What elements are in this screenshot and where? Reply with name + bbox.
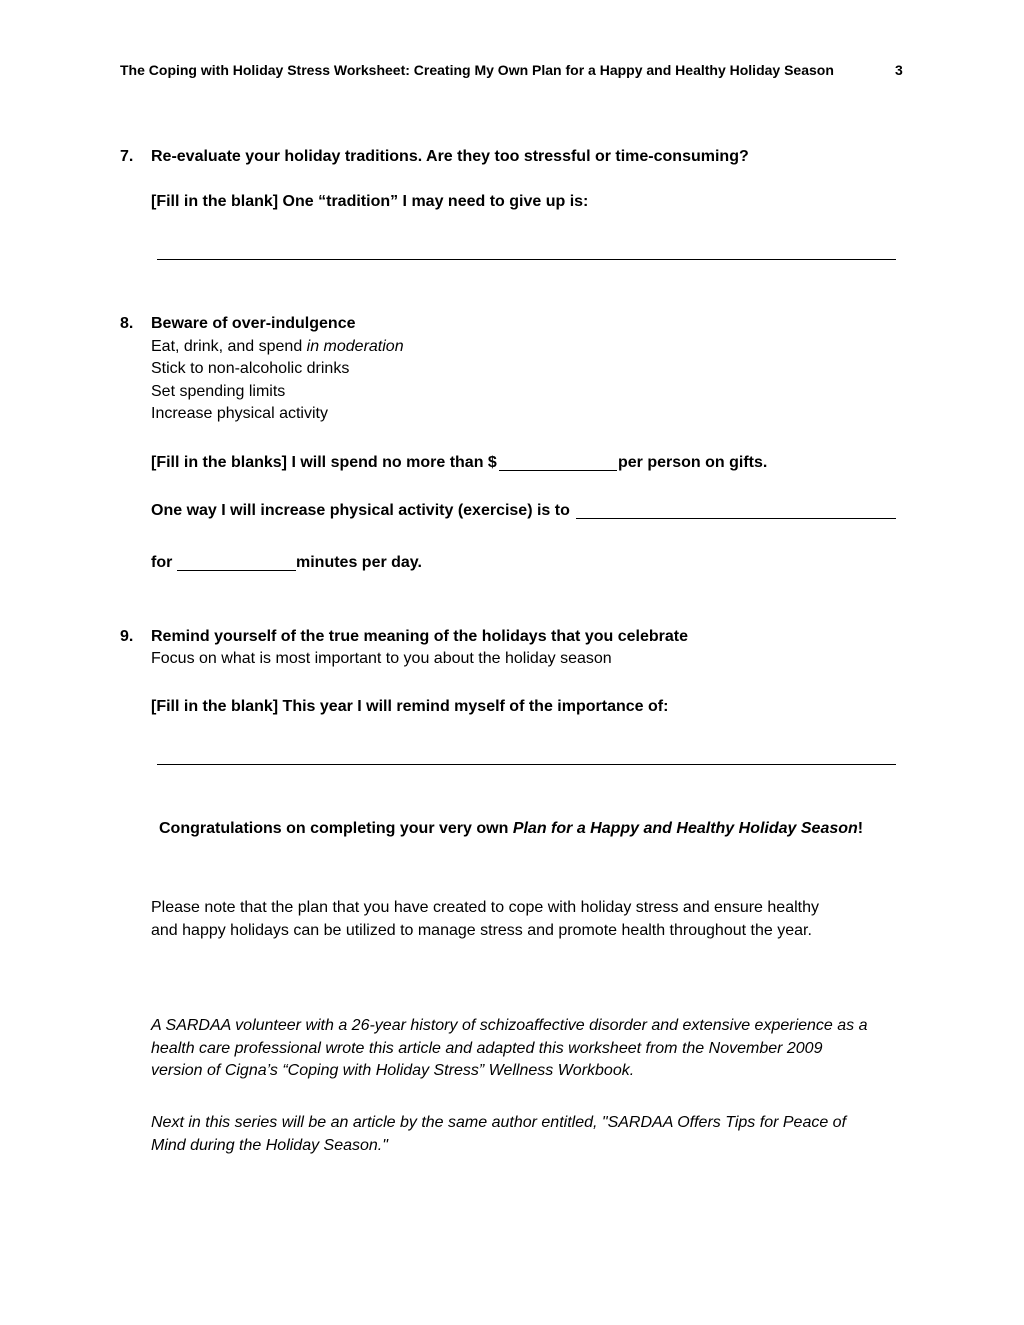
- item-8-line-1-italic: in moderation: [306, 338, 404, 355]
- item-8-heading: Beware of over-indulgence: [151, 315, 356, 332]
- minutes-prompt-suffix: minutes per day.: [296, 554, 422, 571]
- item-7-number: 7.: [120, 148, 134, 165]
- credit-line-2: health care professional wrote this article and adapted this worksheet from the November 2009: [151, 1039, 823, 1057]
- spend-amount-blank[interactable]: [499, 470, 617, 471]
- next-line-2: Mind during the Holiday Season.": [151, 1136, 388, 1154]
- note-line-2: and happy holidays can be utilized to manage stress and promote health throughout the year.: [151, 921, 812, 939]
- item-7-prompt: [Fill in the blank] One “tradition” I may need to give up is:: [151, 193, 589, 210]
- importance-blank-line[interactable]: [157, 764, 896, 765]
- item-8-line-1: [151, 338, 404, 356]
- header-subtitle: Creating My Own Plan for a Happy and Healthy Holiday Season: [413, 62, 834, 78]
- item-8-line-2: Stick to non-alcoholic drinks: [151, 360, 350, 377]
- item-8-number: 8.: [120, 315, 134, 332]
- spend-prompt-prefix: [Fill in the blanks] I will spend no more than $: [151, 454, 497, 471]
- credit-line-3: version of Cigna’s “Coping with Holiday Stress” Wellness Workbook.: [151, 1062, 635, 1079]
- minutes-blank[interactable]: [177, 570, 296, 571]
- item-8-line-3: Set spending limits: [151, 383, 286, 400]
- item-9-prompt: [Fill in the blank] This year I will remind myself of the importance of:: [151, 698, 669, 715]
- item-8-line-1-text: Eat, drink, and spend: [151, 338, 307, 355]
- header-colon: :: [405, 62, 410, 78]
- next-in-series: [151, 1112, 846, 1157]
- header-title: The Coping with Holiday Stress Worksheet: [120, 62, 406, 78]
- item-8-line-4: Increase physical activity: [151, 405, 328, 422]
- spend-prompt-suffix: per person on gifts.: [618, 454, 768, 471]
- minutes-prompt-prefix: for: [151, 554, 173, 571]
- congratulations-message: [159, 820, 863, 838]
- congrats-text: Congratulations on completing your very own: [159, 820, 513, 837]
- item-9-heading: Remind yourself of the true meaning of the holidays that you celebrate: [151, 628, 688, 645]
- congrats-plan-title: Plan for a Happy and Healthy Holiday Season: [512, 820, 858, 837]
- next-line-1: Next in this series will be an article by the same author entitled, "SARDAA Offers Tips for Peace of: [151, 1114, 847, 1131]
- item-9-number: 9.: [120, 628, 134, 645]
- activity-prompt: One way I will increase physical activity (exercise) is to: [151, 502, 570, 519]
- tradition-blank-line[interactable]: [157, 259, 896, 260]
- credit-line-1: A SARDAA volunteer with a 26-year history of schizoaffective disorder and extensive experience as a: [151, 1017, 868, 1034]
- congrats-exclaim: !: [857, 820, 864, 837]
- activity-blank[interactable]: [576, 518, 896, 519]
- author-credit: [151, 1015, 868, 1083]
- item-7-heading: Re-evaluate your holiday traditions. Are they too stressful or time-consuming?: [151, 148, 749, 165]
- note-paragraph: [151, 897, 819, 942]
- page-number: 3: [895, 62, 903, 78]
- note-line-1: Please note that the plan that you have created to cope with holiday stress and ensure healthy: [151, 899, 819, 916]
- page-header: [120, 62, 834, 78]
- item-9-line-1: Focus on what is most important to you about the holiday season: [151, 650, 612, 667]
